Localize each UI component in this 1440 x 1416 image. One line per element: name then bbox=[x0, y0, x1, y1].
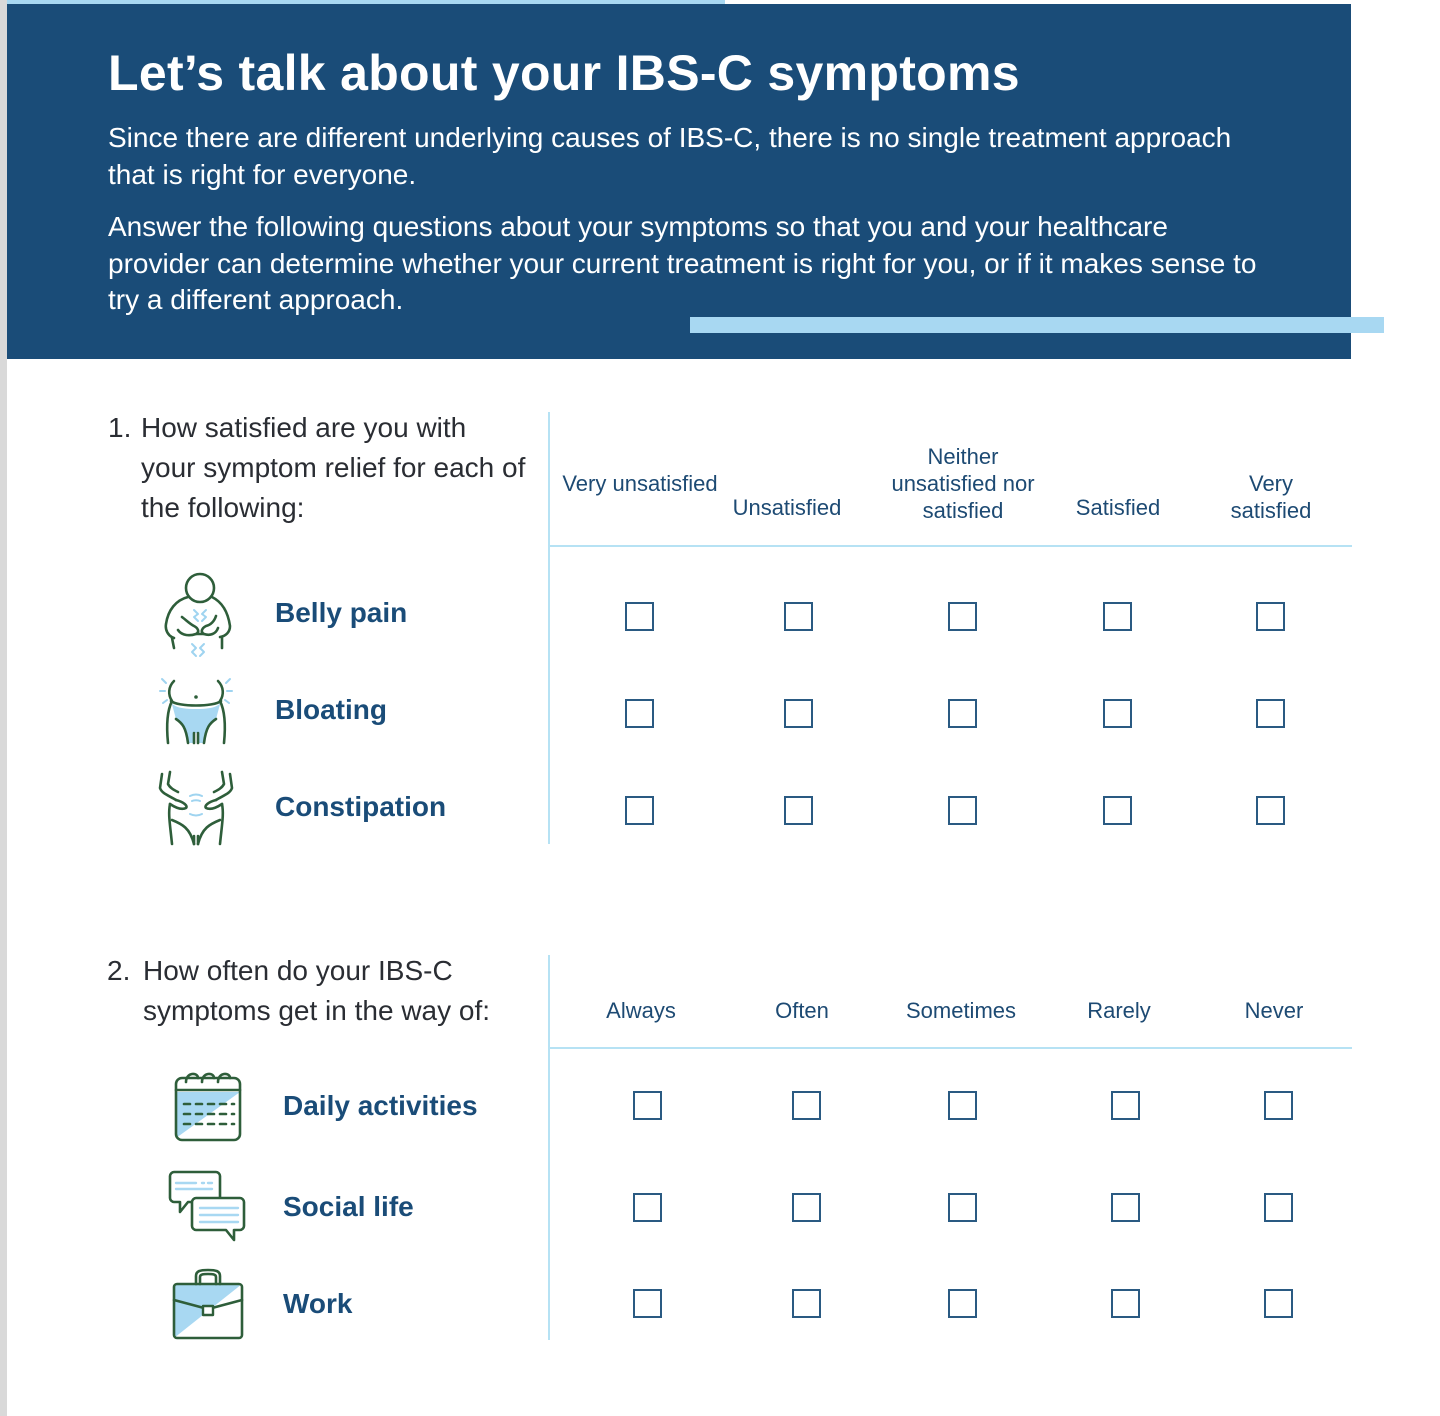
social-life-never-checkbox[interactable] bbox=[1264, 1193, 1293, 1222]
q1-column-very-satisfied: Very satisfied bbox=[1230, 471, 1312, 523]
bloating-satisfied-checkbox[interactable] bbox=[1103, 699, 1132, 728]
question-2-text: How often do your IBS-C symptoms get in the way of: bbox=[143, 955, 491, 1026]
page-left-edge bbox=[0, 0, 7, 1416]
work-always-checkbox[interactable] bbox=[633, 1289, 662, 1318]
social-life-rarely-checkbox[interactable] bbox=[1111, 1193, 1140, 1222]
belly-pain-very-satisfied-checkbox[interactable] bbox=[1256, 602, 1285, 631]
q2-column-sometimes: Sometimes bbox=[905, 998, 1017, 1023]
question-2-header-divider bbox=[548, 1047, 1352, 1049]
intro-header bbox=[7, 4, 1351, 359]
question-2-title bbox=[107, 951, 537, 1031]
calendar-icon bbox=[172, 1068, 244, 1148]
bloating-unsatisfied-checkbox[interactable] bbox=[784, 699, 813, 728]
belly-pain-satisfied-checkbox[interactable] bbox=[1103, 602, 1132, 631]
row-label-social-life: Social life bbox=[283, 1191, 414, 1222]
row-label-belly-pain: Belly pain bbox=[275, 597, 408, 628]
daily-activities-sometimes-checkbox[interactable] bbox=[948, 1091, 977, 1120]
belly-pain-neither-checkbox[interactable] bbox=[948, 602, 977, 631]
question-1-vertical-divider bbox=[548, 412, 550, 844]
page-title: Let’s talk about your IBS-C symptoms bbox=[108, 45, 1020, 101]
constipation-very-satisfied-checkbox[interactable] bbox=[1256, 796, 1285, 825]
header-accent-rule bbox=[690, 317, 1384, 333]
question-1-header-divider bbox=[548, 545, 1352, 547]
daily-activities-never-checkbox[interactable] bbox=[1264, 1091, 1293, 1120]
work-sometimes-checkbox[interactable] bbox=[948, 1289, 977, 1318]
row-label-daily-activities: Daily activities bbox=[283, 1090, 478, 1121]
belly-pain-very-unsatisfied-checkbox[interactable] bbox=[625, 602, 654, 631]
question-1-text: How satisfied are you with your symptom relief for each of the following: bbox=[141, 412, 526, 523]
row-label-bloating: Bloating bbox=[275, 694, 387, 725]
intro-paragraph-1: Since there are different underlying causes of IBS-C, there is no single treatment approach that is right for everyone. bbox=[108, 122, 1232, 190]
q1-column-unsatisfied: Unsatisfied bbox=[732, 495, 842, 520]
daily-activities-often-checkbox[interactable] bbox=[792, 1091, 821, 1120]
row-label-work: Work bbox=[283, 1288, 353, 1319]
constipation-neither-checkbox[interactable] bbox=[948, 796, 977, 825]
bloating-neither-checkbox[interactable] bbox=[948, 699, 977, 728]
q1-column-very-unsatisfied: Very unsatisfied bbox=[562, 471, 718, 496]
q2-column-always: Always bbox=[606, 998, 676, 1023]
q1-column-satisfied: Satisfied bbox=[1075, 495, 1161, 520]
intro-paragraph-2: Answer the following questions about your symptoms so that you and your healthcare provider can determine whether your current treatment is right for you, or if it makes sense to try a different approach. bbox=[108, 211, 1257, 315]
row-label-constipation: Constipation bbox=[275, 791, 447, 822]
constipation-very-unsatisfied-checkbox[interactable] bbox=[625, 796, 654, 825]
work-rarely-checkbox[interactable] bbox=[1111, 1289, 1140, 1318]
question-2-vertical-divider bbox=[548, 955, 550, 1340]
constipation-satisfied-checkbox[interactable] bbox=[1103, 796, 1132, 825]
belly-pain-unsatisfied-checkbox[interactable] bbox=[784, 602, 813, 631]
social-life-sometimes-checkbox[interactable] bbox=[948, 1193, 977, 1222]
work-often-checkbox[interactable] bbox=[792, 1289, 821, 1318]
bloating-very-unsatisfied-checkbox[interactable] bbox=[625, 699, 654, 728]
q2-column-rarely: Rarely bbox=[1087, 998, 1151, 1023]
q1-column-neither: Neither unsatisfied nor satisfied bbox=[891, 444, 1035, 523]
briefcase-icon bbox=[170, 1268, 246, 1346]
constipation-icon bbox=[156, 768, 236, 850]
question-1-title bbox=[108, 408, 528, 528]
daily-activities-always-checkbox[interactable] bbox=[633, 1091, 662, 1120]
chat-bubbles-icon bbox=[168, 1168, 248, 1252]
belly-pain-icon bbox=[160, 570, 234, 664]
q2-column-never: Never bbox=[1244, 998, 1304, 1023]
bloating-icon bbox=[158, 675, 234, 749]
bloating-very-satisfied-checkbox[interactable] bbox=[1256, 699, 1285, 728]
social-life-always-checkbox[interactable] bbox=[633, 1193, 662, 1222]
work-never-checkbox[interactable] bbox=[1264, 1289, 1293, 1318]
social-life-often-checkbox[interactable] bbox=[792, 1193, 821, 1222]
daily-activities-rarely-checkbox[interactable] bbox=[1111, 1091, 1140, 1120]
q2-column-often: Often bbox=[775, 998, 829, 1023]
constipation-unsatisfied-checkbox[interactable] bbox=[784, 796, 813, 825]
question-2-number: 2. bbox=[107, 955, 131, 986]
question-1-number: 1. bbox=[108, 412, 132, 443]
